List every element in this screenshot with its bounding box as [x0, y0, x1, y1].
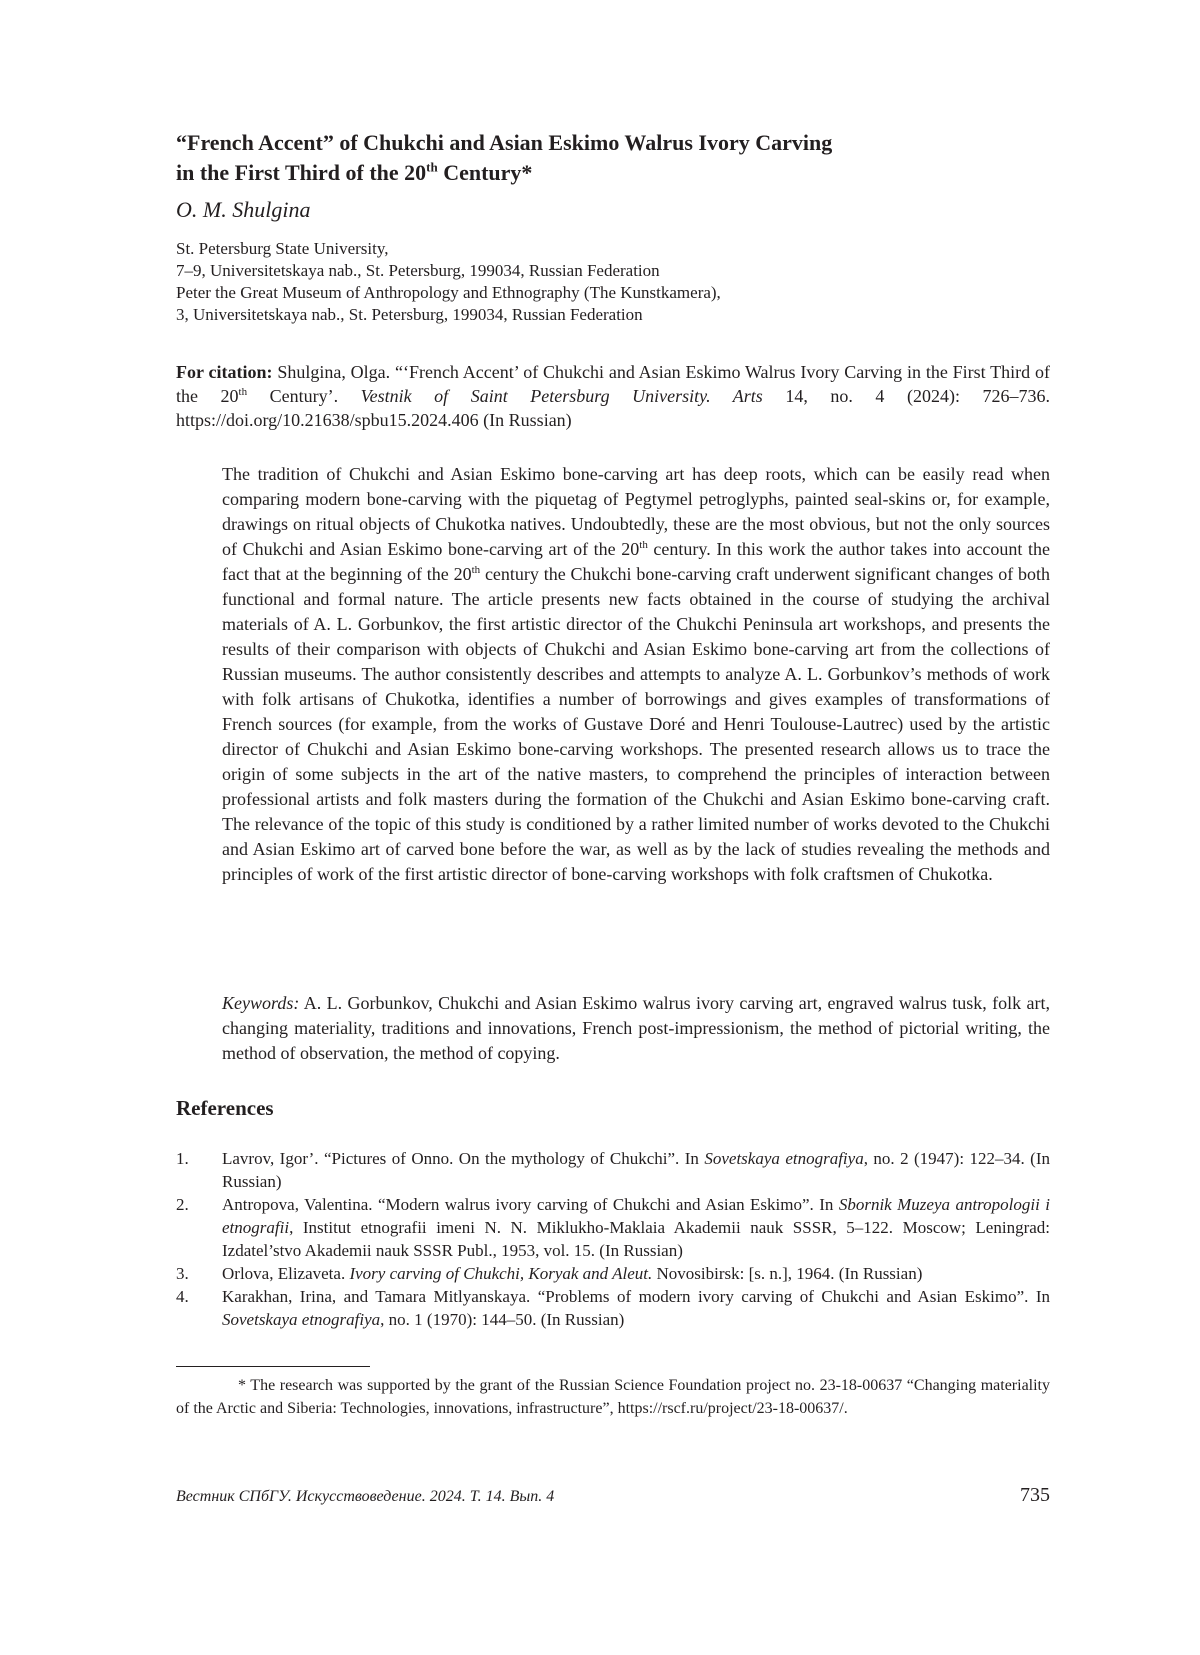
affiliation-line: 3, Universitetskaya nab., St. Petersburg, 199034, Russian Federation [176, 305, 643, 324]
abstract [222, 462, 1050, 887]
affiliation-line: 7–9, Universitetskaya nab., St. Petersburg, 199034, Russian Federation [176, 261, 660, 280]
citation-text-b: Century’. [247, 386, 361, 406]
title-line-2-end: Century* [437, 160, 533, 185]
title-superscript: th [426, 159, 438, 175]
reference-text: Antropova, Valentina. “Modern walrus ivory carving of Chukchi and Asian Eskimo”. In [222, 1195, 839, 1214]
reference-item [176, 1193, 1050, 1262]
abstract-part-1: The tradition of Chukchi and Asian Eskimo bone-carving art has deep roots, which can be easily read when comparing modern bone-carving with the piquetag of Pegtymel petroglyphs, painted seal-skins or, for example, drawings on ritual objects of Chukotka natives. Undoubtedly, these are the most obvious, but not the only sources of Chukchi and Asian Eskimo bone-carving art of the 20 [222, 464, 1050, 559]
citation-superscript: th [238, 386, 248, 398]
reference-number: 1. [176, 1149, 189, 1168]
title-line-1: “French Accent” of Chukchi and Asian Eskimo Walrus Ivory Carving [176, 130, 833, 155]
reference-item [176, 1147, 1050, 1193]
footnote: * The research was supported by the grant of the Russian Science Foundation project no. 23-18-00637 “Changing materiality of the Arctic and Siberia: Technologies, innovations, infrastructure”, https://rscf.ru/project/23-18-00637/. [176, 1377, 1050, 1417]
reference-number: 2. [176, 1195, 189, 1214]
abstract-part-2: century. In this work the author takes into account the fact that at the beginning of the 20 [222, 539, 1050, 584]
reference-details: , no. 2 (1947): 122–34. (In Russian) [222, 1149, 1051, 1191]
references-list [176, 1147, 1050, 1331]
citation-journal: Vestnik of Saint Petersburg University. Arts [360, 386, 763, 406]
abstract-superscript-1: th [639, 539, 648, 551]
abstract-part-3: century the Chukchi bone-carving craft underwent significant changes of both functional and formal nature. The article presents new facts obtained in the course of studying the archival materials of A. L. Gorbunkov, the first artistic director of the Chukchi Peninsula art workshops, and presents the results of their comparison with objects of Chukchi and Asian Eskimo bone-carving art from the collections of Russian museums. The author consistently describes and attempts to analyze A. L. Gorbunkov’s methods of work with folk artisans of Chukotka, identifies a number of borrowings and gives examples of transformations of French sources (for example, from the works of Gustave Doré and Henri Toulouse-Lautrec) used by the artistic director of Chukchi and Asian Eskimo bone-carving workshops. The presented research allows us to trace the origin of some subjects in the art of the native masters, to comprehend the principles of interaction between professional artists and folk masters during the formation of the Chukchi and Asian Eskimo bone-carving craft. The relevance of the topic of this study is conditioned by a rather limited number of works devoted to the Chukchi and Asian Eskimo art of carved bone before the war, as well as by the lack of studies revealing the methods and principles of work of the first artistic director of bone-carving workshops with folk craftsmen of Chukotka. [222, 564, 1051, 884]
citation-block [176, 360, 1050, 432]
page-number: 735 [1020, 1484, 1050, 1506]
reference-number: 4. [176, 1287, 189, 1306]
reference-text: Orlova, Elizaveta. [222, 1264, 350, 1283]
reference-item [176, 1262, 1050, 1285]
author-name: O. M. Shulgina [176, 197, 311, 222]
reference-details: Novosibirsk: [s. n.], 1964. (In Russian) [652, 1264, 923, 1283]
references-heading: References [176, 1096, 274, 1120]
reference-source: Sbornik Muzeya antropologii i etnografii [222, 1195, 1050, 1237]
reference-details: , no. 1 (1970): 144–50. (In Russian) [380, 1310, 625, 1329]
citation-label: For citation: [176, 362, 273, 382]
affiliation-block [176, 238, 1056, 326]
reference-details: , Institut etnografii imeni N. N. Miklukho-Maklaia Akademii nauk SSSR, 5–122. Moscow; Leningrad: Izdatel’stvo Akademii nauk SSSR Publ., 1953, vol. 15. (In Russian) [222, 1218, 1050, 1260]
reference-source: Sovetskaya etnografiya [222, 1310, 381, 1329]
keywords [222, 991, 1050, 1066]
citation-text-c: 14, no. 4 (2024): 726–736. https://doi.org/10.21638/spbu15.2024.406 (In Russian) [176, 386, 1050, 430]
reference-number: 3. [176, 1264, 189, 1283]
reference-text: Karakhan, Irina, and Tamara Mitlyanskaya. “Problems of modern ivory carving of Chukchi and Asian Eskimo”. In [222, 1287, 1050, 1306]
affiliation-line: St. Petersburg State University, [176, 239, 389, 258]
title-line-2-start: in the First Third of the 20 [176, 160, 427, 185]
reference-source: Ivory carving of Chukchi, Koryak and Aleut. [349, 1264, 653, 1283]
abstract-superscript-2: th [471, 564, 481, 576]
reference-item [176, 1285, 1050, 1331]
reference-text: Lavrov, Igor’. “Pictures of Onno. On the mythology of Chukchi”. In [222, 1149, 705, 1168]
running-footer: Вестник СПбГУ. Искусствоведение. 2024. Т. 14. Вып. 4 [176, 1488, 555, 1505]
keywords-label: Keywords: [222, 993, 300, 1013]
affiliation-line: Peter the Great Museum of Anthropology and Ethnography (The Kunstkamera), [176, 283, 721, 302]
article-title [176, 128, 1036, 188]
citation-text-a: Shulgina, Olga. “‘French Accent’ of Chukchi and Asian Eskimo Walrus Ivory Carving in the First Third of the 20 [176, 362, 1050, 406]
reference-source: Sovetskaya etnografiya [704, 1149, 864, 1168]
footnote-divider [176, 1366, 370, 1367]
keywords-text: A. L. Gorbunkov, Chukchi and Asian Eskimo walrus ivory carving art, engraved walrus tusk, folk art, changing materiality, traditions and innovations, French post-impressionism, the method of pictorial writing, the method of observation, the method of copying. [222, 993, 1050, 1063]
